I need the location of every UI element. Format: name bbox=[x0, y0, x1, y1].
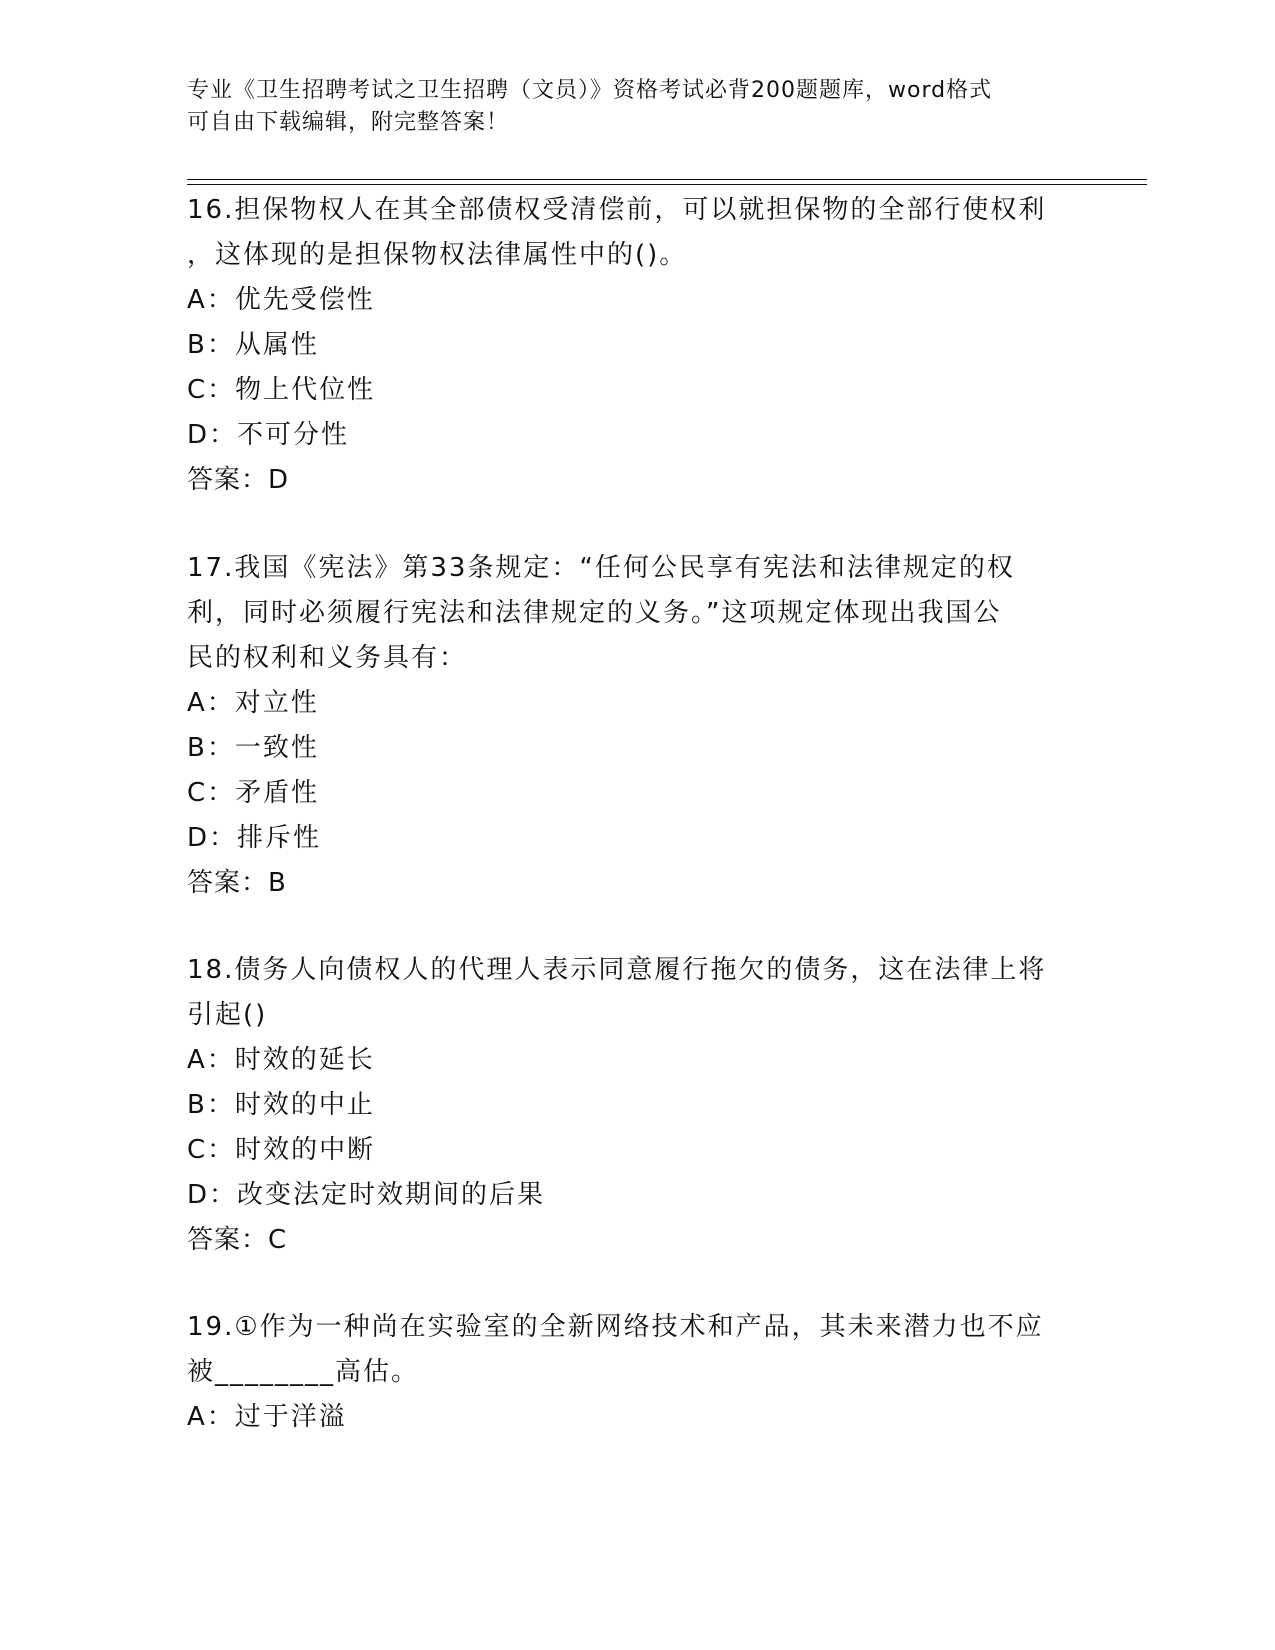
question-stem-line: 引起() bbox=[187, 1000, 268, 1030]
question-stem-line: 18.债务人向债权人的代理人表示同意履行拖欠的债务，这在法律上将 bbox=[187, 955, 1047, 985]
option-c: C：矛盾性 bbox=[187, 778, 320, 808]
question-stem-line: 16.担保物权人在其全部债权受清偿前，可以就担保物的全部行使权利 bbox=[187, 195, 1047, 225]
header-line-2: 可自由下载编辑，附完整答案！ bbox=[187, 110, 510, 135]
option-a: A：对立性 bbox=[187, 688, 319, 718]
answer-line: 答案：B bbox=[187, 868, 287, 898]
answer-line: 答案：D bbox=[187, 465, 290, 495]
option-c: C：时效的中断 bbox=[187, 1135, 376, 1165]
question-19 bbox=[187, 1305, 1087, 1440]
question-stem-line: 利，同时必须履行宪法和法律规定的义务。”这项规定体现出我国公 bbox=[187, 598, 1002, 628]
question-stem-line: 民的权利和义务具有： bbox=[187, 643, 468, 673]
option-c: C：物上代位性 bbox=[187, 375, 376, 405]
option-b: B：一致性 bbox=[187, 733, 319, 763]
option-d: D：不可分性 bbox=[187, 420, 350, 450]
question-16 bbox=[187, 188, 1087, 503]
question-stem-line: 被________高估。 bbox=[187, 1357, 420, 1387]
header-line-1: 专业《卫生招聘考试之卫生招聘（文员）》资格考试必背200题题库，word格式 bbox=[187, 78, 993, 103]
question-stem-line: 19.①作为一种尚在实验室的全新网络技术和产品，其未来潜力也不应 bbox=[187, 1312, 1044, 1342]
option-b: B：时效的中止 bbox=[187, 1090, 375, 1120]
answer-line: 答案：C bbox=[187, 1225, 288, 1255]
option-b: B：从属性 bbox=[187, 330, 319, 360]
option-a: A：时效的延长 bbox=[187, 1045, 375, 1075]
question-18 bbox=[187, 948, 1087, 1263]
question-17 bbox=[187, 546, 1087, 906]
question-stem-line: ，这体现的是担保物权法律属性中的()。 bbox=[187, 240, 688, 270]
option-a: A：优先受偿性 bbox=[187, 285, 375, 315]
option-a: A：过于洋溢 bbox=[187, 1402, 347, 1432]
header-divider-top bbox=[187, 179, 1147, 180]
header-divider-bottom bbox=[187, 184, 1147, 185]
question-stem-line: 17.我国《宪法》第33条规定：“任何公民享有宪法和法律规定的权 bbox=[187, 553, 1015, 583]
option-d: D：排斥性 bbox=[187, 823, 322, 853]
option-d: D：改变法定时效期间的后果 bbox=[187, 1180, 546, 1210]
document-header bbox=[187, 75, 1087, 139]
